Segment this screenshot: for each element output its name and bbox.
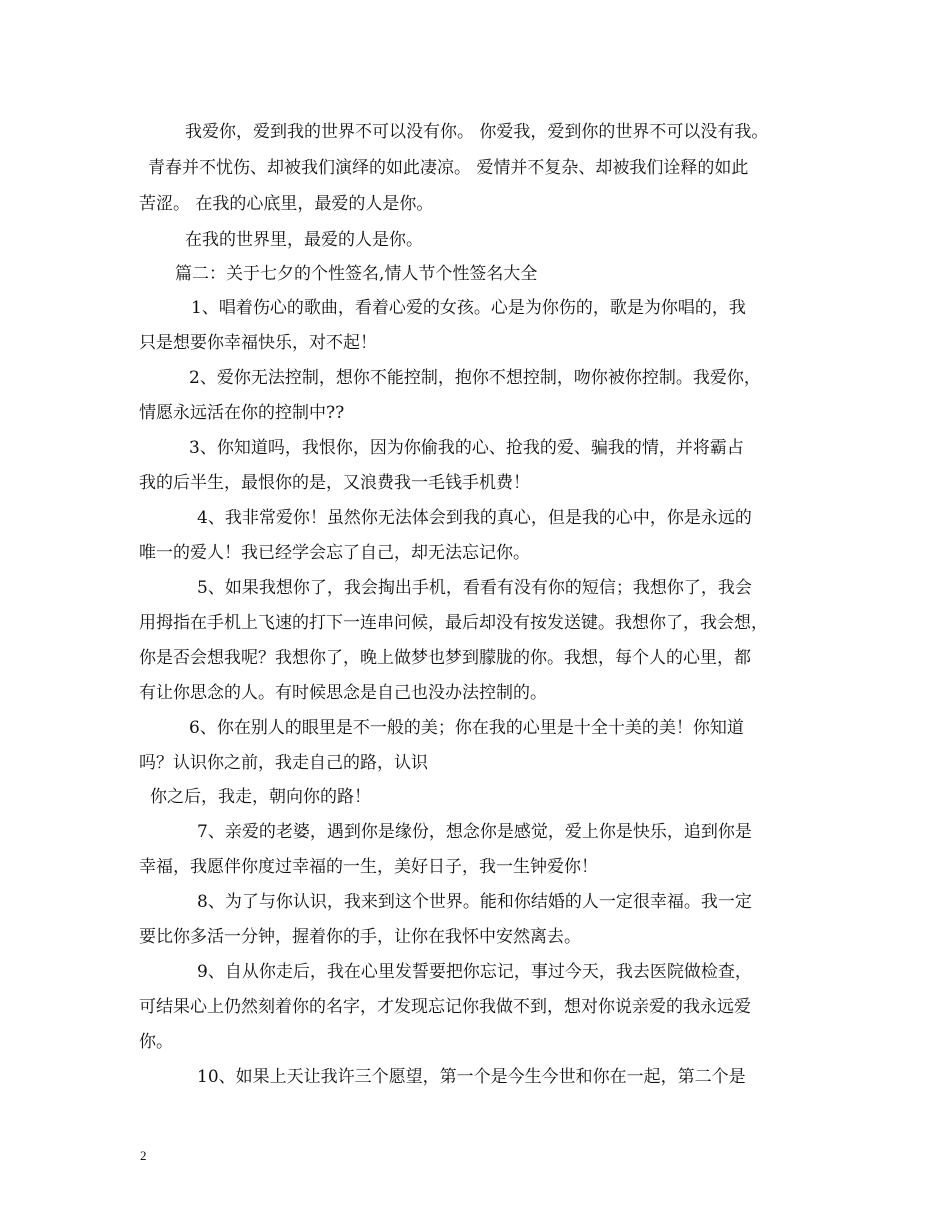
text-line: 3、你知道吗，我恨你，因为你偷我的心、抢我的爱、骗我的情，并将霸占 xyxy=(189,438,744,458)
text-line: 8、为了与你认识，我来到这个世界。能和你结婚的人一定很幸福。我一定 xyxy=(197,892,752,912)
text-line: 只是想要你幸福快乐，对不起！ xyxy=(139,333,377,353)
text-line: 4、我非常爱你！虽然你无法体会到我的真心，但是我的心中，你是永远的 xyxy=(197,508,752,528)
text-line: 在我的世界里，最爱的人是你。 xyxy=(185,230,423,250)
text-line: 你。 xyxy=(139,1032,173,1052)
text-line: 5、如果我想你了，我会掏出手机，看看有没有你的短信；我想你了，我会 xyxy=(197,578,752,598)
text-line: 9、自从你走后，我在心里发誓要把你忘记，事过今天，我去医院做检查， xyxy=(197,962,752,982)
text-line: 2、爱你无法控制，想你不能控制，抱你不想控制，吻你被你控制。我爱你， xyxy=(189,368,761,388)
text-line: 10、如果上天让我许三个愿望，第一个是今生今世和你在一起，第二个是 xyxy=(197,1067,746,1087)
text-line: 我的后半生，最恨你的是，又浪费我一毛钱手机费！ xyxy=(139,473,530,493)
text-line: 吗？认识你之前，我走自己的路，认识 xyxy=(139,753,428,773)
text-line: 唯一的爱人！我已经学会忘了自己，却无法忘记你。 xyxy=(139,543,530,563)
text-line: 青春并不忧伤、却被我们演绎的如此凄凉。 爱情并不复杂、却被我们诠释的如此 xyxy=(148,158,749,178)
text-line: 6、你在别人的眼里是不一般的美；你在我的心里是十全十美的美！你知道 xyxy=(189,718,744,738)
text-line: 1、唱着伤心的歌曲，看着心爱的女孩。心是为你伤的，歌是为你唱的，我 xyxy=(191,298,746,318)
text-line: 你是否会想我呢？我想你了，晚上做梦也梦到朦胧的你。我想，每个人的心里，都 xyxy=(139,648,751,668)
text-line: 用拇指在手机上飞速的打下一连串问候，最后却没有按发送键。我想你了，我会想， xyxy=(139,613,768,633)
section-heading: 篇二：关于七夕的个性签名,情人节个性签名大全 xyxy=(175,264,538,284)
text-line: 情愿永远活在你的控制中?? xyxy=(139,403,345,423)
text-line: 苦涩。 在我的心底里，最爱的人是你。 xyxy=(139,194,434,214)
text-line: 有让你思念的人。有时候思念是自己也没办法控制的。 xyxy=(139,683,547,703)
text-line: 幸福，我愿伴你度过幸福的一生，美好日子，我一生钟爱你！ xyxy=(139,857,598,877)
page-number: 2 xyxy=(140,1148,147,1163)
text-line: 可结果心上仍然刻着你的名字，才发现忘记你我做不到，想对你说亲爱的我永远爱 xyxy=(139,997,751,1017)
text-line: 我爱你，爱到我的世界不可以没有你。 你爱我，爱到你的世界不可以没有我。 xyxy=(185,122,769,142)
text-line: 你之后，我走，朝向你的路！ xyxy=(150,787,371,807)
text-line: 要比你多活一分钟，握着你的手，让你在我怀中安然离去。 xyxy=(139,927,581,947)
text-line: 7、亲爱的老婆，遇到你是缘份，想念你是感觉，爱上你是快乐，追到你是 xyxy=(197,822,752,842)
